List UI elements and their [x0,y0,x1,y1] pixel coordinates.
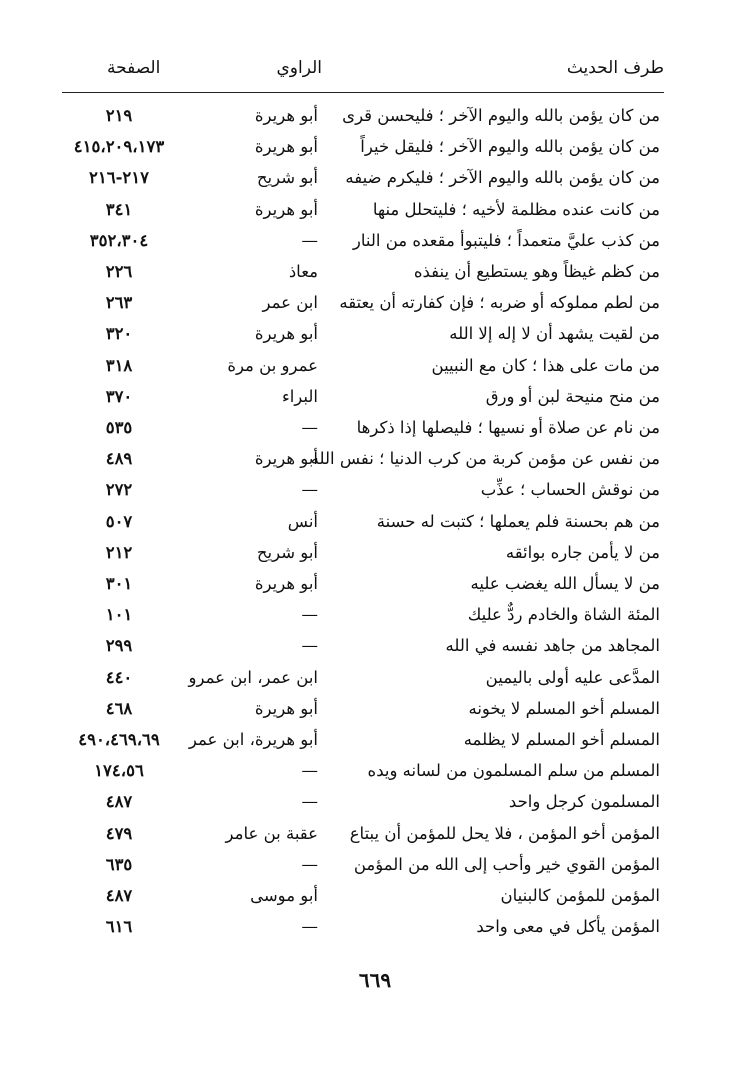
page-cell: ٤٨٩ [105,449,133,469]
rawi-cell: أبو هريرة [254,574,318,593]
page-number: ٦٦٩ [358,968,392,992]
page-cell: ٢٩٩ [105,636,133,656]
hadith-cell: من لا يسأل الله يغضب عليه [470,574,660,593]
hadith-cell: من كانت عنده مظلمة لأخيه ؛ فليتحلل منها [372,199,660,219]
page-cell: ١٠١ [105,605,133,625]
rawi-cell: أنس [287,511,318,531]
rawi-cell: — [301,761,318,781]
hadith-cell: من نفس عن مؤمن كربة من كرب الدنيا ؛ نفس الله [310,449,660,469]
table-row [0,225,750,256]
page-cell: ٥٣٥ [105,418,133,437]
rawi-cell: عمرو بن مرة [227,355,318,375]
page-cell: ٤٩٠،٤٦٩،٦٩ [78,730,160,749]
header-page: الصفحة [107,58,161,78]
page-cell: ٤٨٧ [105,886,133,905]
table-row [0,911,750,942]
table-row [0,755,750,786]
table-row [0,100,750,131]
hadith-cell: المجاهد من جاهد نفسه في الله [445,636,660,656]
page-cell: ٤٨٧ [105,792,133,812]
header-hadith: طرف الحديث [566,58,664,78]
table-row [0,287,750,318]
page-cell: ٣٠١ [105,574,133,593]
hadith-cell: من كظم غيظاً وهو يستطيع أن ينفذه [413,262,660,281]
rawi-cell: عقبة بن عامر [225,823,318,843]
hadith-cell: من لا يأمن جاره بوائقه [505,542,660,562]
rawi-cell: — [301,605,318,625]
hadith-cell: من لقيت يشهد أن لا إله إلا الله [449,324,660,344]
page-cell: ١٧٤،٥٦ [94,761,144,781]
rawi-cell: أبو هريرة [254,106,318,125]
rawi-cell: ابن عمر، ابن عمرو [188,667,318,687]
hadith-cell: من مات على هذا ؛ كان مع النبيين [431,355,660,375]
hadith-cell: من كان يؤمن بالله واليوم الآخر ؛ فليكرم ضيفه [345,168,660,188]
rawi-cell: معاذ [288,262,318,281]
rawi-cell: البراء [281,386,318,406]
page-cell: ٥٠٧ [105,511,133,531]
rawi-cell: — [301,480,318,500]
table-row [0,818,750,849]
page-cell: ٢٦٣ [105,293,133,313]
page-cell: ٢٧٢ [105,480,133,500]
table-row [0,662,750,693]
table-row [0,131,750,162]
table-row [0,412,750,443]
table-row [0,506,750,537]
table-header [62,58,664,88]
table-row [0,693,750,724]
rawi-cell: — [301,418,318,437]
table-row [0,599,750,630]
hadith-cell: المؤمن للمؤمن كالبنيان [500,886,660,905]
rawi-cell: — [301,792,318,812]
header-divider [62,92,664,93]
page-cell: ٢٢٦ [105,262,133,281]
rawi-cell: أبو هريرة [254,137,318,157]
rawi-cell: أبو هريرة [254,698,318,718]
rawi-cell: ابن عمر [262,293,318,313]
page-cell: ٣٥٢،٣٠٤ [89,230,149,250]
hadith-cell: المسلمون كرجل واحد [508,792,660,812]
page-cell: ٢١٢ [105,542,133,562]
rawi-cell: — [301,917,318,937]
page-cell: ٤١٥،٢٠٩،١٧٣ [73,137,165,157]
table-row [0,568,750,599]
rawi-cell: أبو هريرة [254,449,318,469]
hadith-cell: من نوقش الحساب ؛ عذِّب [480,480,660,500]
hadith-cell: المسلم أخو المسلم لا يخونه [468,698,660,718]
table-row [0,474,750,505]
rawi-cell: — [301,230,318,250]
hadith-cell: من كان يؤمن بالله واليوم الآخر ؛ فليقل خيراً [360,137,660,157]
header-rawi: الراوي [276,58,322,78]
rawi-cell: أبو شريح [256,168,318,188]
table-row [0,880,750,911]
rawi-cell: أبو شريح [256,542,318,562]
table-row [0,350,750,381]
page-cell: ٦١٦ [105,917,133,937]
table-row [0,630,750,661]
page-cell: ٤٦٨ [105,698,133,718]
table-row [0,849,750,880]
hadith-cell: من كذب عليَّ متعمداً ؛ فليتبوأ مقعده من النار [352,230,660,250]
rawi-cell: أبو موسى [250,886,318,905]
table-row [0,318,750,349]
table-row [0,724,750,755]
table-row [0,537,750,568]
hadith-cell: المؤمن أخو المؤمن ، فلا يحل للمؤمن أن يبتاع [349,823,660,843]
hadith-cell: من هم بحسنة فلم يعملها ؛ كتبت له حسنة [376,511,660,531]
hadith-cell: المسلم أخو المسلم لا يظلمه [463,730,660,749]
table-row [0,256,750,287]
rawi-cell: أبو هريرة، ابن عمر [188,730,318,749]
hadith-cell: المؤمن يأكل في معى واحد [476,917,660,937]
hadith-cell: المدَّعى عليه أولى باليمين [485,667,660,687]
page-cell: ٣٧٠ [105,386,133,406]
hadith-cell: المئة الشاة والخادم ردٌّ عليك [467,605,660,625]
rawi-cell: أبو هريرة [254,199,318,219]
hadith-cell: المسلم من سلم المسلمون من لسانه ويده [367,761,660,781]
table-row [0,194,750,225]
page-cell: ٤٧٩ [105,823,133,843]
hadith-cell: من نام عن صلاة أو نسيها ؛ فليصلها إذا ذكرها [356,418,660,437]
page-cell: ٣١٨ [105,355,133,375]
hadith-cell: من منح منيحة لبن أو ورق [485,386,660,406]
page-cell: ٤٤٠ [105,667,133,687]
table-row [0,786,750,817]
page-cell: ٦٣٥ [105,854,133,874]
table-row [0,162,750,193]
table-row [0,443,750,474]
hadith-cell: من كان يؤمن بالله واليوم الآخر ؛ فليحسن قرى [342,106,660,125]
table-row [0,381,750,412]
page-cell: ٢١٧-٢١٦ [88,168,150,188]
page-cell: ٢١٩ [105,106,133,125]
rawi-cell: — [301,854,318,874]
hadith-cell: المؤمن القوي خير وأحب إلى الله من المؤمن [353,854,660,874]
page-cell: ٣٢٠ [105,324,133,344]
rawi-cell: — [301,636,318,656]
rawi-cell: أبو هريرة [254,324,318,344]
hadith-cell: من لطم مملوكه أو ضربه ؛ فإن كفارته أن يعتقه [339,293,660,313]
page-cell: ٣٤١ [105,199,133,219]
